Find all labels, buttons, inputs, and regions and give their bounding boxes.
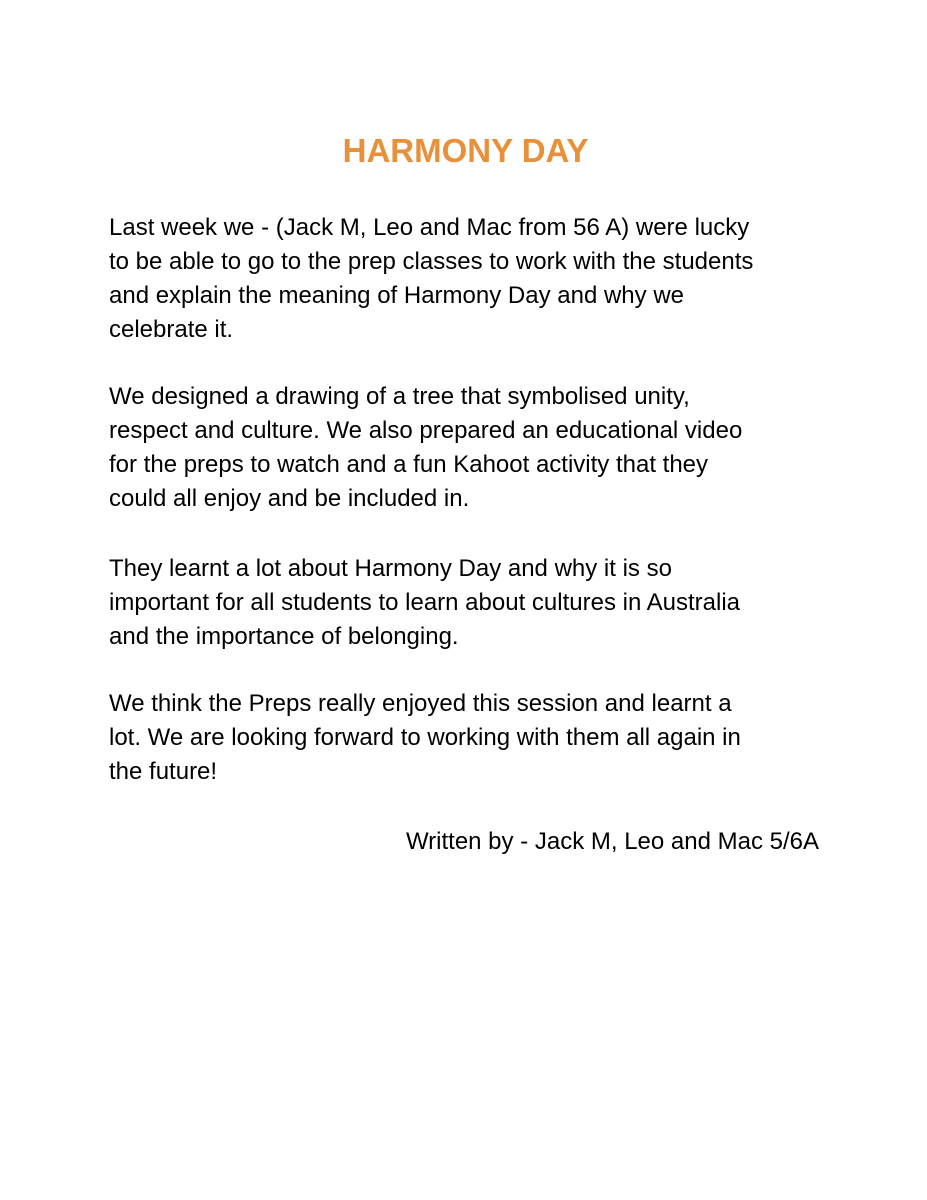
paragraph-2 [109,380,829,516]
paragraph-line: We designed a drawing of a tree that symbolised unity, [109,383,690,410]
paragraph-line: for the preps to watch and a fun Kahoot activity that they [109,451,709,478]
paragraph-line: could all enjoy and be included in. [109,485,470,512]
paragraph-1 [109,211,829,347]
paragraph-line: important for all students to learn about cultures in Australia [109,589,741,616]
paragraph-line: Last week we - (Jack M, Leo and Mac from 56 A) were lucky [109,214,750,241]
paragraph-line: lot. We are looking forward to working with them all again in [109,724,741,751]
paragraph-4 [109,687,829,789]
paragraph-line: We think the Preps really enjoyed this session and learnt a [109,690,732,717]
paragraph-line: respect and culture. We also prepared an educational video [109,417,743,444]
author-byline: Written by - Jack M, Leo and Mac 5/6A [405,828,819,855]
paragraph-line: the future! [109,758,218,785]
paragraph-line: and the importance of belonging. [109,623,459,650]
paragraph-line: celebrate it. [109,316,234,343]
paragraph-line: to be able to go to the prep classes to work with the students [109,248,754,275]
paragraph-line: They learnt a lot about Harmony Day and why it is so [109,555,672,582]
document-title: HARMONY DAY [342,132,589,169]
paragraph-3 [109,552,829,654]
paragraph-line: and explain the meaning of Harmony Day and why we [109,282,684,309]
